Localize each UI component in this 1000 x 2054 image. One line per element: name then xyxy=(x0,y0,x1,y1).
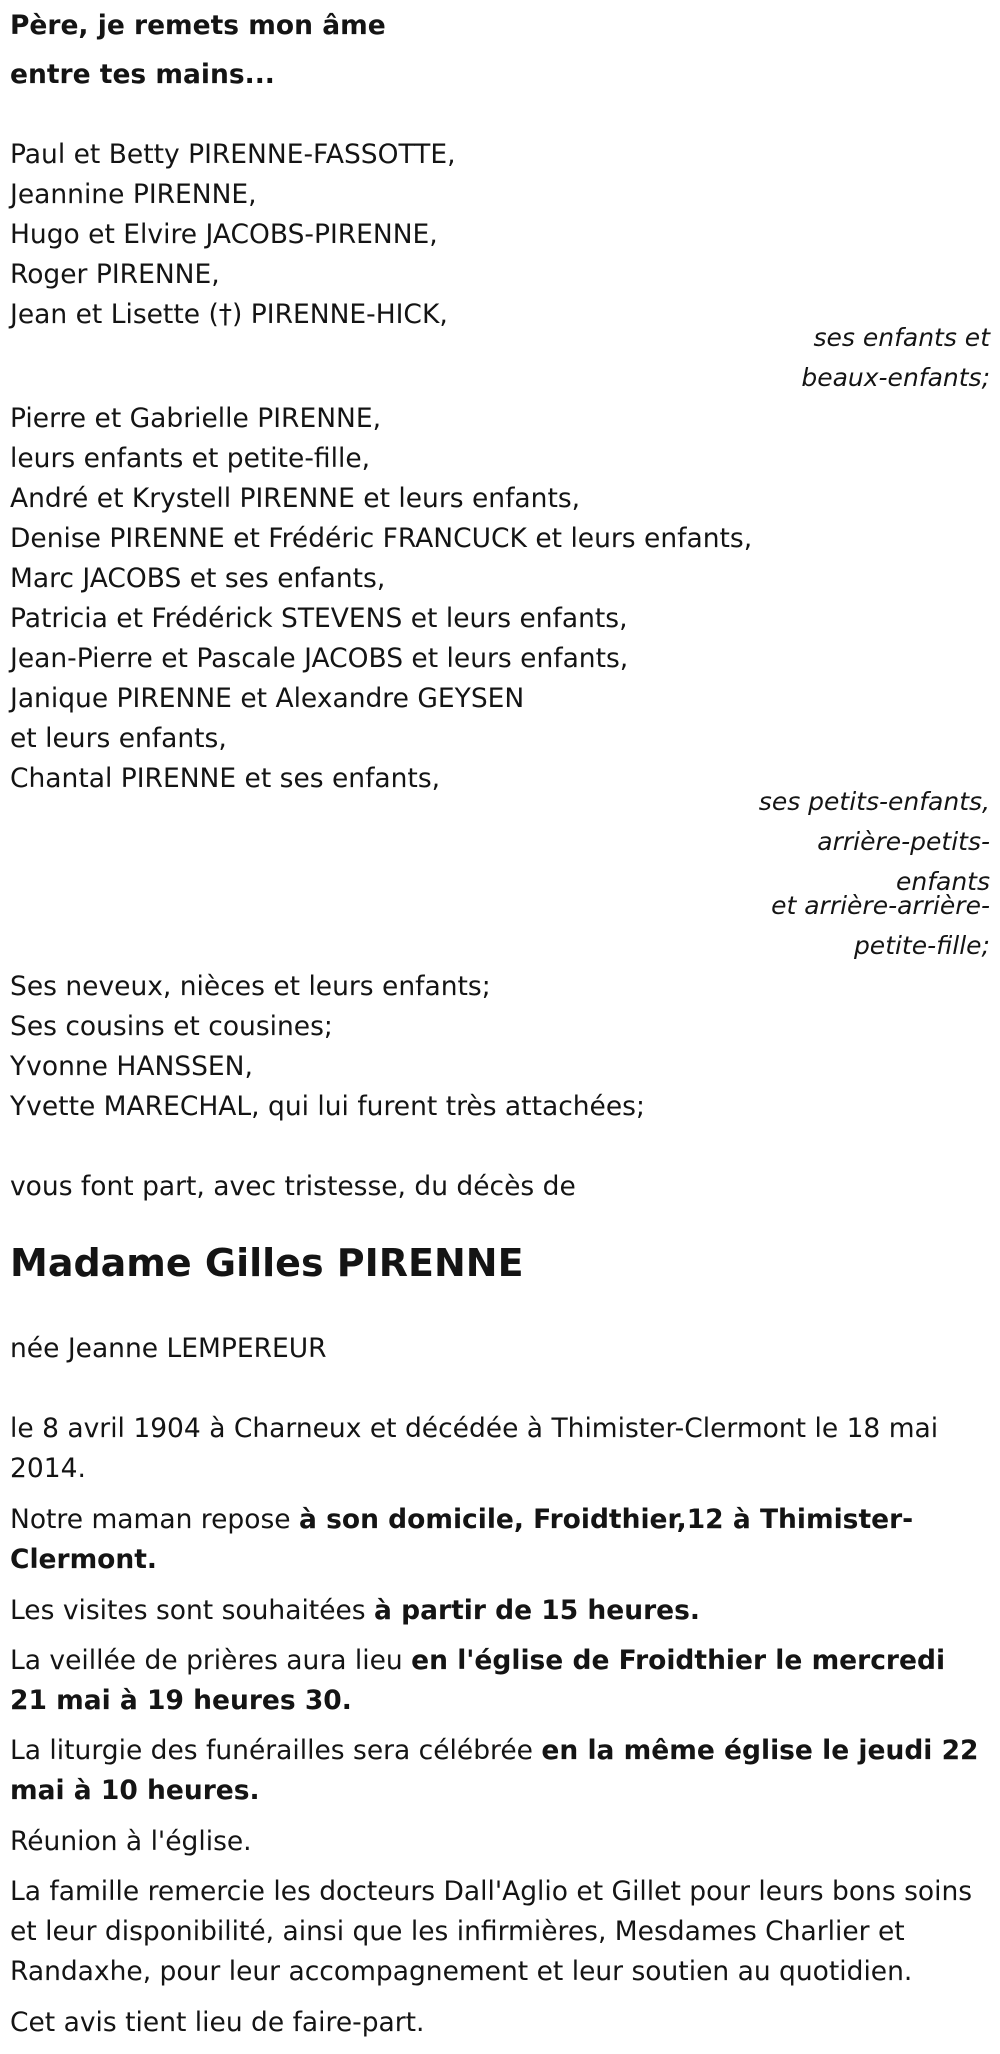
family-line: Ses neveux, nièces et leurs enfants; xyxy=(10,971,491,1002)
grandchildren-caption-line: ses petits-enfants, xyxy=(758,787,990,816)
family-line: Yvonne HANSSEN, xyxy=(10,1051,253,1082)
family-line: Jean et Lisette (†) PIRENNE-HICK, xyxy=(10,299,448,330)
family-line: leurs enfants et petite-fille, xyxy=(10,443,371,474)
grandchildren-caption-line: enfants xyxy=(895,867,990,896)
funeral-paragraph xyxy=(10,1731,985,1811)
vigil-paragraph xyxy=(10,1641,985,1721)
family-line: et leurs enfants, xyxy=(10,723,227,754)
family-line: Janique PIRENNE et Alexandre GEYSEN xyxy=(10,683,525,714)
grandchildren-caption-line: et arrière-arrière- xyxy=(771,891,990,920)
family-line: Roger PIRENNE, xyxy=(10,259,220,290)
birth-death-paragraph: le 8 avril 1904 à Charneux et décédée à Thimister-Clermont le 18 mai 2014. xyxy=(10,1413,939,1484)
family-line: Jeannine PIRENNE, xyxy=(10,179,257,210)
grandchildren-caption-line: petite-fille; xyxy=(853,931,990,960)
heading-line-1: Père, je remets mon âme xyxy=(10,10,386,41)
deceased-name: Madame Gilles PIRENNE xyxy=(10,1241,524,1285)
funeral-text: La liturgie des funérailles sera célébrée xyxy=(10,1735,542,1766)
announcement: vous font part, avec tristesse, du décès de xyxy=(10,1171,576,1202)
rests-text: Notre maman repose xyxy=(10,1504,299,1535)
born-name: née Jeanne LEMPEREUR xyxy=(10,1333,327,1364)
closing-paragraph: Cet avis tient lieu de faire-part. xyxy=(10,2007,425,2038)
family-line: Pierre et Gabrielle PIRENNE, xyxy=(10,403,382,434)
rests-location: à son domicile, Froidthier,12 à Thimister-Clermont. xyxy=(10,1504,914,1575)
family-line: Chantal PIRENNE et ses enfants, xyxy=(10,763,441,794)
grandchildren-caption-line: arrière-petits- xyxy=(817,827,990,856)
thanks-paragraph: La famille remercie les docteurs Dall'Aglio et Gillet pour leurs bons soins et leur disponibilité, ainsi que les infirmières, Mesdames Charlier et Randaxhe, pour leur accompagnement et leur soutien au quotidien. xyxy=(10,1876,973,1987)
family-line: Patricia et Frédérick STEVENS et leurs enfants, xyxy=(10,603,628,634)
visits-paragraph xyxy=(10,1591,985,1631)
family-line: Jean-Pierre et Pascale JACOBS et leurs enfants, xyxy=(10,643,629,674)
heading-line-2: entre tes mains... xyxy=(10,59,275,90)
family-line: Yvette MARECHAL, qui lui furent très attachées; xyxy=(10,1091,645,1122)
visits-text: Les visites sont souhaitées xyxy=(10,1595,375,1626)
children-caption-line: beaux-enfants; xyxy=(801,363,990,392)
children-caption-line: ses enfants et xyxy=(813,323,990,352)
family-line: Ses cousins et cousines; xyxy=(10,1011,333,1042)
vigil-text: La veillée de prières aura lieu xyxy=(10,1645,412,1676)
family-line: André et Krystell PIRENNE et leurs enfants, xyxy=(10,483,581,514)
rests-paragraph xyxy=(10,1500,985,1580)
family-line: Denise PIRENNE et Frédéric FRANCUCK et leurs enfants, xyxy=(10,523,753,554)
funeral-details: en la même église le jeudi 22 mai à 10 heures. xyxy=(10,1735,979,1806)
family-line: Hugo et Elvire JACOBS-PIRENNE, xyxy=(10,219,438,250)
family-line: Paul et Betty PIRENNE-FASSOTTE, xyxy=(10,139,456,170)
meeting-paragraph: Réunion à l'église. xyxy=(10,1826,252,1857)
visits-time: à partir de 15 heures. xyxy=(374,1595,700,1626)
family-line: Marc JACOBS et ses enfants, xyxy=(10,563,386,594)
vigil-details: en l'église de Froidthier le mercredi 21 mai à 19 heures 30. xyxy=(10,1645,946,1716)
